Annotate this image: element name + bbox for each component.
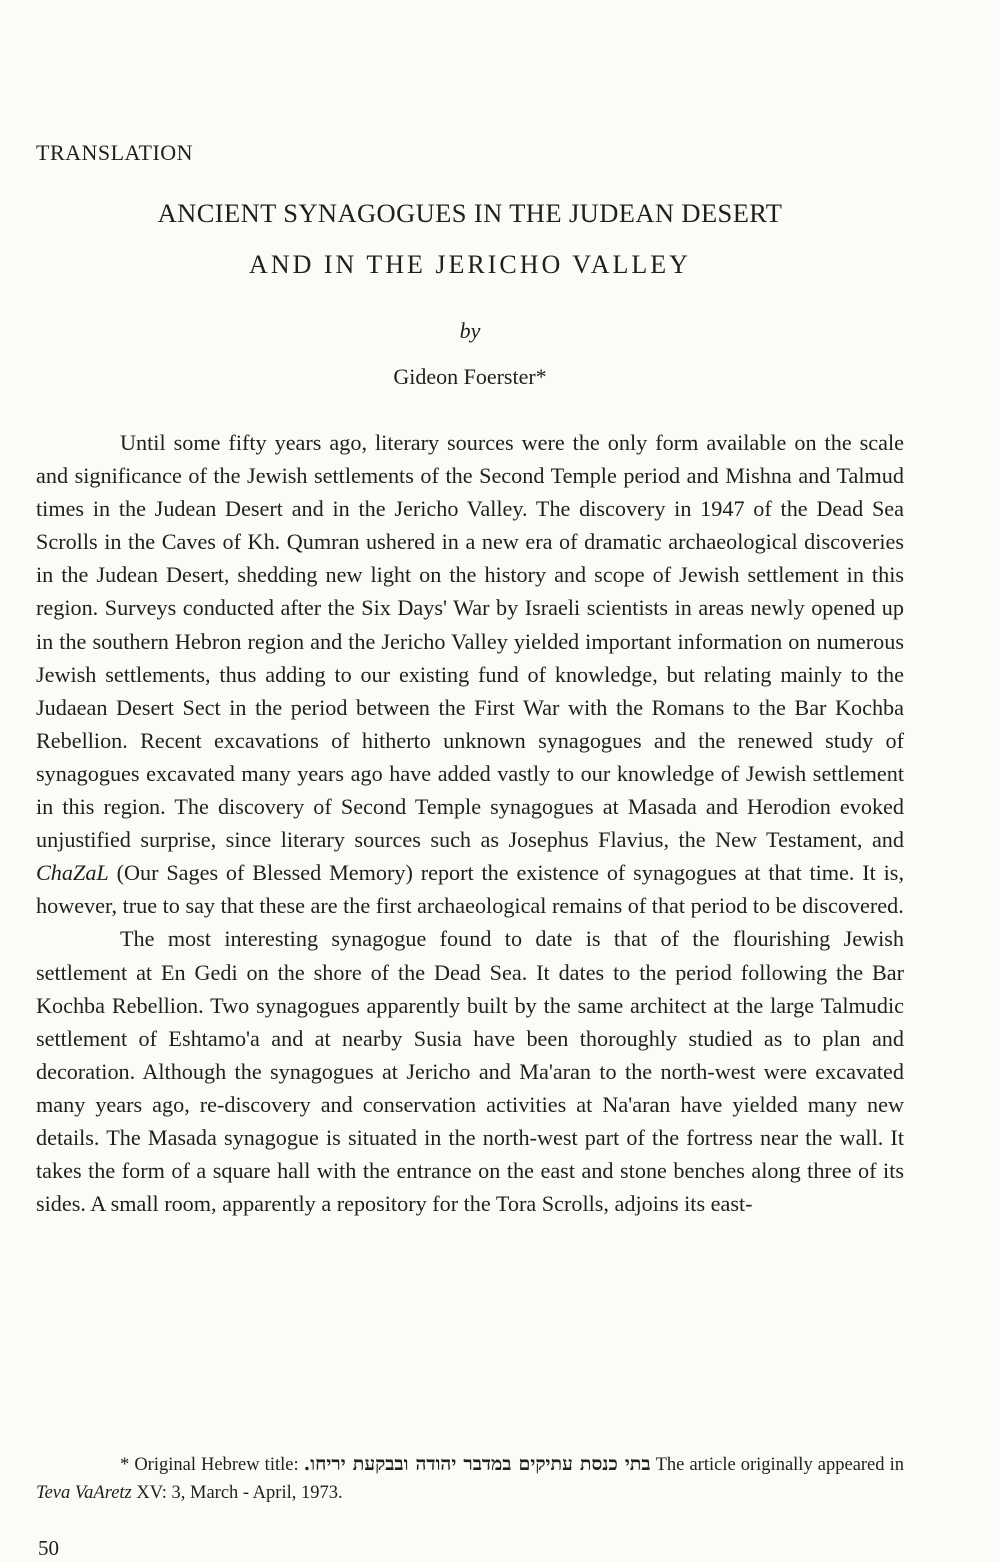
section-label: TRANSLATION	[36, 140, 194, 165]
byline-by: by	[459, 318, 481, 343]
author-name: Gideon Foerster*	[393, 364, 547, 389]
paragraph-1-italic-term: ChaZaL	[36, 860, 109, 886]
footnote-lead: * Original Hebrew title:	[120, 1455, 299, 1475]
page-number: 50	[38, 1536, 59, 1560]
article-body	[36, 426, 904, 1220]
footnote-hebrew-title: בתי כנסת עתיקים במדבר יהודה ובבקעת יריחו.	[303, 1453, 651, 1475]
footnote-middle: The article originally appeared in	[650, 1455, 904, 1475]
paragraph-2: The most interesting synagogue found to date is that of the flourishing Jewish settlement at En Gedi on the shore of the Dead Sea. It dates to the period following the Bar Kochba Rebellion. Two synagogues apparently built by the same architect at the large Talmudic settlement of Eshtamo'a and at nearby Susia have been thoroughly studied as to plan and decoration. Although the synagogues at Jericho and Ma'aran to the north-west were excavated many years ago, re-discovery and conservation activities at Na'aran have yielded many new details. The Masada synagogue is situated in the north-west part of the fortress near the wall. It takes the form of a square hall with the entrance on the east and stone benches along three of its sides. A small room, apparently a repository for the Tora Scrolls, adjoins its east-	[36, 926, 904, 1217]
footnote-journal: Teva VaAretz	[36, 1483, 132, 1503]
article-title-line-2: AND IN THE JERICHO VALLEY	[249, 250, 691, 279]
paragraph-1	[36, 426, 904, 922]
footnote	[36, 1450, 904, 1507]
article-title-line-1: ANCIENT SYNAGOGUES IN THE JUDEAN DESERT	[157, 198, 783, 228]
paragraph-1-text-a: Until some fifty years ago, literary sources were the only form available on the scale and significance of the Jewish settlements of the Second Temple period and Mishna and Talmud times in the Judean Desert and in the Jericho Valley. The discovery in 1947 of the Dead Sea Scrolls in the Caves of Kh. Qumran ushered in a new era of dramatic archaeological discoveries in the Judean Desert, shedding new light on the history and scope of Jewish settlement in this region. Surveys conducted after the Six Days' War by Israeli scientists in areas newly opened up in the southern Hebron region and the Jericho Valley yielded important information on numerous Jewish settlements, thus adding to our existing fund of knowledge, but relating mainly to the Judaean Desert Sect in the period between the First War with the Romans to the Bar Kochba Rebellion. Recent excavations of hitherto unknown synagogues and the renewed study of synagogues excavated many years ago have added vastly to our knowledge of Jewish settlement in this region. The discovery of Second Temple synagogues at Masada and Herodion evoked unjustified surprise, since literary sources such as Josephus Flavius, the New Testament, and	[36, 430, 904, 853]
footnote-tail: XV: 3, March - April, 1973.	[131, 1483, 343, 1503]
paragraph-1-text-b: (Our Sages of Blessed Memory) report the existence of synagogues at that time. It is, however, true to say that these are the first archaeological remains of that period to be discovered.	[36, 860, 904, 919]
